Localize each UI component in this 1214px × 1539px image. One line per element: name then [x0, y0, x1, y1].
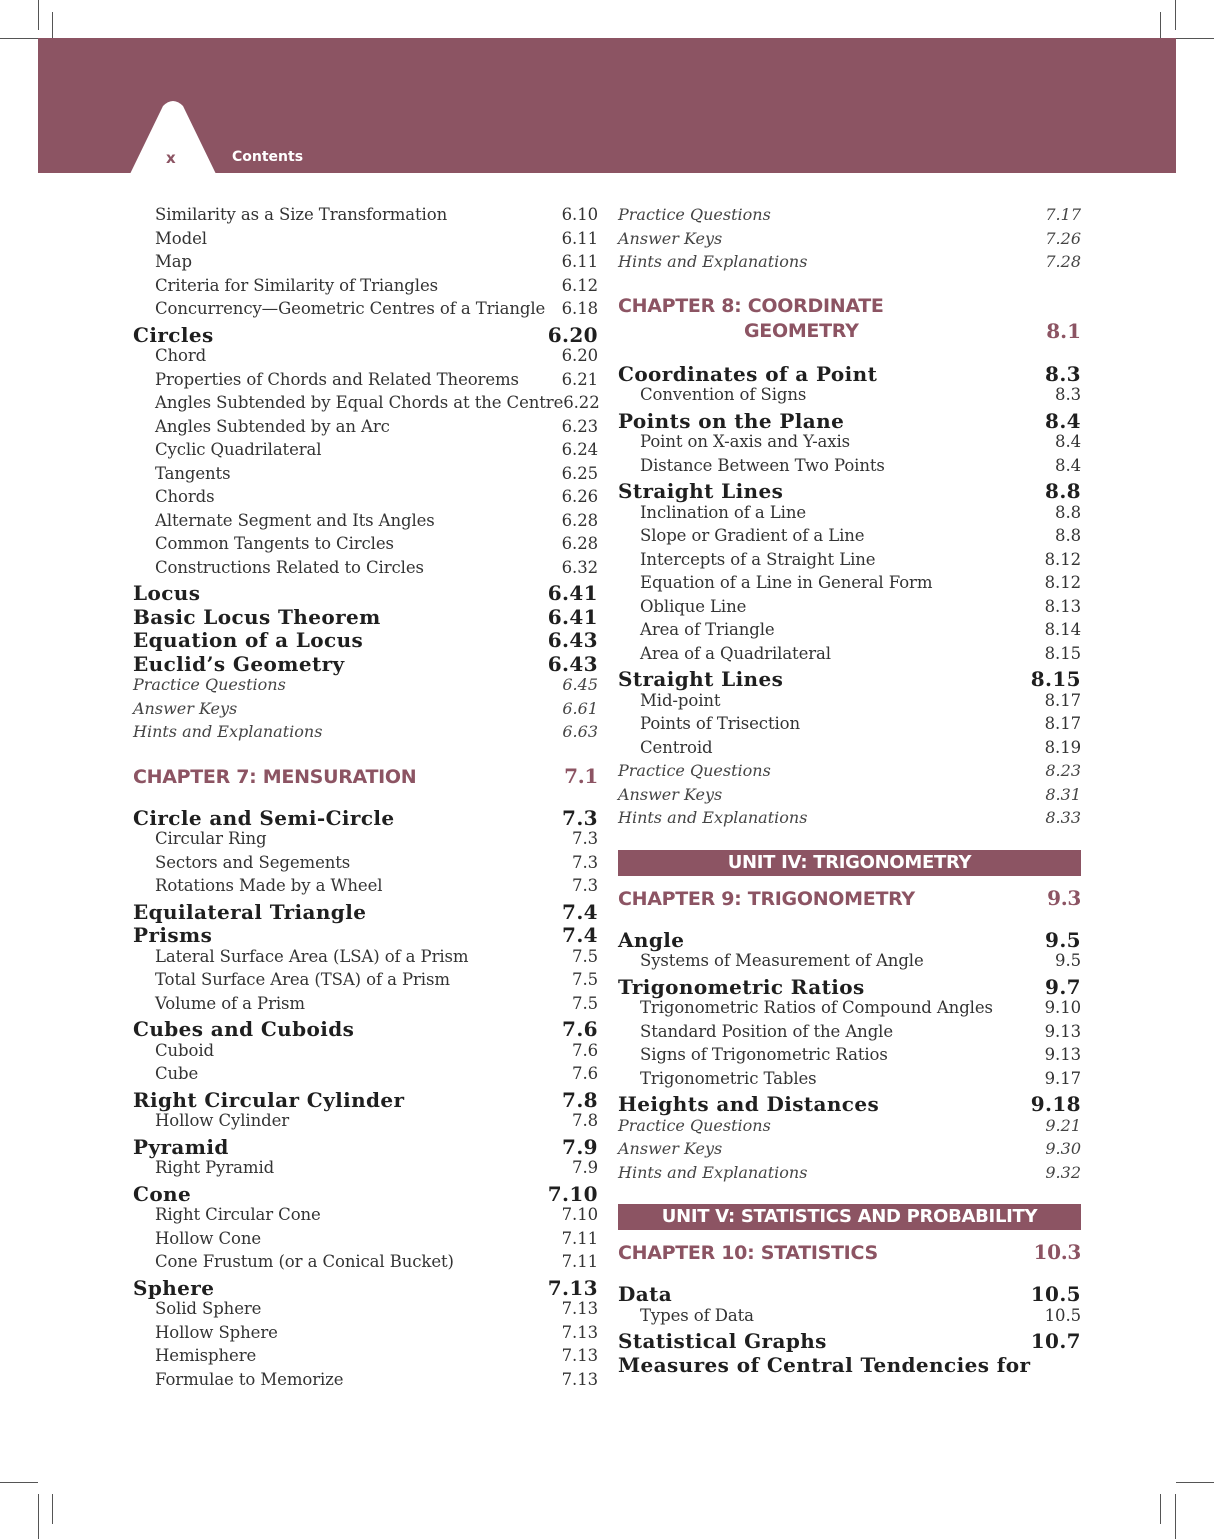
- toc-section[interactable]: [133, 652, 598, 676]
- toc-subsection[interactable]: [133, 464, 598, 488]
- toc-entry-title: Hollow Sphere: [155, 1322, 278, 1342]
- toc-entry-page: 8.4: [1055, 455, 1081, 475]
- toc-backmatter-entry[interactable]: [133, 722, 598, 746]
- toc-subsection[interactable]: [618, 620, 1081, 644]
- toc-entry-title: Answer Keys: [618, 1139, 723, 1158]
- toc-entry-page: 6.43: [547, 651, 598, 676]
- toc-entry-title: Formulae to Memorize: [155, 1369, 344, 1389]
- toc-subsection[interactable]: [133, 1158, 598, 1182]
- toc-entry-page: 9.30: [1045, 1139, 1081, 1158]
- toc-entry-title: Angle: [618, 927, 685, 952]
- toc-entry-page: 7.13: [561, 1346, 598, 1365]
- toc-entry-page: 8.15: [1044, 643, 1081, 663]
- toc-entry-page: 6.11: [561, 228, 598, 248]
- toc-entry-title: Slope or Gradient of a Line: [640, 526, 865, 545]
- toc-entry-title: Map: [155, 252, 192, 271]
- spacer: [618, 276, 1081, 294]
- toc-entry-title: Straight Lines: [618, 667, 784, 691]
- toc-section[interactable]: [618, 1092, 1081, 1116]
- toc-subsection[interactable]: [618, 714, 1081, 738]
- toc-entry-title: Similarity as a Size Transformation: [155, 205, 448, 224]
- toc-entry-page: 8.8: [1055, 526, 1081, 545]
- toc-entry-page: 7.6: [572, 1040, 598, 1060]
- toc-entry-page: 8.4: [1055, 432, 1081, 451]
- toc-subsection[interactable]: [618, 691, 1081, 715]
- toc-entry-page: 8.15: [1030, 667, 1081, 691]
- toc-entry-page: 8.13: [1044, 596, 1081, 616]
- toc-subsection[interactable]: [133, 417, 598, 441]
- toc-entry-title: Angles Subtended by an Arc: [155, 416, 390, 436]
- toc-entry-page: 7.17: [1045, 205, 1081, 224]
- toc-entry-title: Intercepts of a Straight Line: [640, 549, 876, 569]
- toc-entry-page: 8.12: [1044, 549, 1081, 569]
- crop-mark: [38, 0, 39, 30]
- toc-entry-title: Points on the Plane: [618, 408, 845, 433]
- toc-entry-title: Pyramid: [133, 1134, 229, 1159]
- toc-entry-title: Common Tangents to Circles: [155, 534, 394, 553]
- toc-entry-title: Answer Keys: [618, 784, 723, 804]
- toc-subsection[interactable]: [133, 1370, 598, 1394]
- crop-mark: [52, 1494, 53, 1524]
- toc-entry-page: 10.5: [1044, 1305, 1081, 1325]
- toc-entry-page: 7.13: [561, 1322, 598, 1342]
- toc-entry-page: 7.1: [564, 763, 598, 788]
- toc-entry-page: 9.21: [1045, 1115, 1081, 1135]
- toc-subsection[interactable]: [133, 1229, 598, 1253]
- toc-entry-title: Hints and Explanations: [618, 252, 808, 271]
- toc-entry-page: 6.32: [561, 557, 598, 577]
- toc-subsection[interactable]: [133, 994, 598, 1018]
- crop-mark: [1176, 38, 1214, 39]
- toc-subsection[interactable]: [133, 970, 598, 994]
- toc-subsection[interactable]: [618, 1022, 1081, 1046]
- toc-entry-title: Circles: [133, 322, 214, 347]
- toc-backmatter-entry[interactable]: [133, 675, 598, 699]
- toc-subsection[interactable]: [133, 299, 598, 323]
- toc-entry-title: Practice Questions: [618, 761, 771, 780]
- toc-entry-page: 9.17: [1044, 1068, 1081, 1088]
- toc-backmatter-entry[interactable]: [133, 699, 598, 723]
- toc-entry-page: 7.6: [562, 1017, 598, 1041]
- toc-entry-title: Trigonometric Tables: [640, 1068, 817, 1088]
- toc-subsection[interactable]: [618, 432, 1081, 456]
- toc-subsection[interactable]: [133, 1252, 598, 1276]
- toc-entry-title: Total Surface Area (TSA) of a Prism: [155, 970, 450, 989]
- crop-mark: [0, 1482, 38, 1483]
- toc-entry-title: Measures of Central Tendencies for: [618, 1352, 1031, 1377]
- toc-subsection[interactable]: [618, 573, 1081, 597]
- toc-entry-title: Right Pyramid: [155, 1158, 275, 1177]
- toc-entry-title: Hints and Explanations: [133, 722, 323, 741]
- toc-section[interactable]: [133, 581, 598, 605]
- toc-entry-page: 6.41: [547, 581, 598, 605]
- toc-entry-title: Area of a Quadrilateral: [640, 643, 831, 663]
- toc-entry-title: Sectors and Segements: [155, 852, 351, 872]
- toc-entry-page: 6.28: [561, 510, 598, 530]
- toc-entry-title: Data: [618, 1282, 673, 1306]
- toc-entry-title: Systems of Measurement of Angle: [640, 951, 924, 970]
- toc-entry-page: 8.33: [1045, 808, 1081, 827]
- toc-entry-page: 10.5: [1030, 1282, 1081, 1306]
- toc-section[interactable]: [133, 806, 598, 830]
- toc-subsection[interactable]: [133, 346, 598, 370]
- toc-entry-page: 6.20: [547, 322, 598, 347]
- toc-entry-page: 9.7: [1045, 974, 1081, 999]
- toc-entry-title: Locus: [133, 581, 201, 605]
- toc-subsection[interactable]: [133, 876, 598, 900]
- toc-entry-page: 6.12: [561, 275, 598, 295]
- toc-section[interactable]: [133, 1276, 598, 1300]
- toc-entry-title: Distance Between Two Points: [640, 455, 885, 475]
- toc-entry-page: 6.11: [561, 252, 598, 271]
- toc-entry-page: 7.3: [562, 805, 598, 830]
- toc-entry-title: Cuboid: [155, 1040, 214, 1060]
- toc-entry-title: CHAPTER 7: MENSURATION: [133, 765, 417, 788]
- toc-entry-title: Trigonometric Ratios: [618, 974, 865, 999]
- toc-entry-page: 6.22: [563, 393, 600, 412]
- toc-section[interactable]: [618, 667, 1081, 691]
- crop-mark: [1175, 1494, 1176, 1539]
- toc-backmatter-entry[interactable]: [618, 229, 1081, 253]
- spacer: [618, 1264, 1081, 1282]
- toc-section[interactable]: [133, 1088, 598, 1112]
- toc-entry-title: Volume of a Prism: [155, 993, 305, 1013]
- toc-entry-page: 7.5: [572, 993, 598, 1013]
- toc-entry-page: 7.3: [572, 829, 598, 848]
- toc-entry-page: 6.25: [561, 463, 598, 483]
- toc-entry-page: 8.17: [1044, 714, 1081, 733]
- toc-entry-page: 6.18: [561, 299, 598, 318]
- toc-entry-title: Lateral Surface Area (LSA) of a Prism: [155, 946, 469, 966]
- toc-subsection[interactable]: [133, 205, 598, 229]
- toc-subsection[interactable]: [133, 1205, 598, 1229]
- toc-subsection[interactable]: [618, 385, 1081, 409]
- toc-section[interactable]: [133, 628, 598, 652]
- chapter-heading[interactable]: [618, 1240, 1081, 1264]
- toc-entry-page: 7.28: [1045, 252, 1081, 271]
- toc-section[interactable]: [133, 923, 598, 947]
- toc-entry-title: Circle and Semi-Circle: [133, 805, 395, 830]
- toc-entry-title: Mid-point: [640, 690, 721, 710]
- toc-entry-title: Hollow Cylinder: [155, 1111, 290, 1130]
- toc-entry-title: Euclid’s Geometry: [133, 651, 345, 676]
- toc-backmatter-entry[interactable]: [618, 785, 1081, 809]
- toc-subsection[interactable]: [133, 1299, 598, 1323]
- toc-entry-title: Practice Questions: [133, 675, 286, 694]
- toc-entry-title: Statistical Graphs: [618, 1329, 827, 1353]
- toc-entry-page: 6.23: [561, 416, 598, 436]
- toc-entry-page: 6.61: [562, 698, 598, 718]
- toc-entry-title: Hollow Cone: [155, 1228, 262, 1248]
- toc-subsection[interactable]: [133, 1111, 598, 1135]
- toc-entry-title: Criteria for Similarity of Triangles: [155, 275, 438, 295]
- toc-entry-page: 8.8: [1055, 502, 1081, 522]
- toc-entry-page: 9.32: [1045, 1162, 1081, 1182]
- toc-subsection[interactable]: [133, 511, 598, 535]
- toc-entry-title: Inclination of a Line: [640, 502, 807, 522]
- toc-entry-page: 8.23: [1045, 761, 1081, 780]
- toc-entry-page: 6.10: [561, 205, 598, 224]
- toc-backmatter-entry[interactable]: [618, 205, 1081, 229]
- toc-subsection[interactable]: [618, 738, 1081, 762]
- toc-section[interactable]: [618, 1282, 1081, 1306]
- toc-entry-page: 7.5: [572, 946, 598, 966]
- toc-entry-title: Circular Ring: [155, 829, 267, 848]
- toc-entry-page: 6.24: [561, 440, 598, 459]
- toc-entry-title: Coordinates of a Point: [618, 361, 878, 386]
- chapter-title: [618, 294, 884, 344]
- toc-section[interactable]: [133, 1182, 598, 1206]
- toc-backmatter-entry[interactable]: [618, 761, 1081, 785]
- toc-subsection[interactable]: [133, 558, 598, 582]
- chapter-heading[interactable]: [618, 294, 1081, 344]
- toc-subsection[interactable]: [133, 1346, 598, 1370]
- toc-subsection[interactable]: [133, 440, 598, 464]
- toc-entry-title: Standard Position of the Angle: [640, 1021, 894, 1041]
- toc-entry-page: 8.3: [1055, 385, 1081, 404]
- toc-backmatter-entry[interactable]: [618, 1139, 1081, 1163]
- toc-subsection[interactable]: [133, 276, 598, 300]
- toc-entry-title: Chords: [155, 487, 215, 506]
- toc-entry-title: Hints and Explanations: [618, 1162, 808, 1182]
- toc-subsection[interactable]: [133, 487, 598, 511]
- toc-entry-page: 10.7: [1030, 1329, 1081, 1353]
- toc-entry-page: 7.4: [562, 923, 598, 947]
- crop-mark: [1160, 1494, 1161, 1524]
- toc-entry-page: 6.45: [562, 675, 598, 694]
- toc-entry-page: 6.26: [561, 487, 598, 506]
- chapter-title-line: CHAPTER 8: COORDINATE: [618, 294, 884, 317]
- toc-entry-page: 8.3: [1045, 361, 1081, 386]
- toc-backmatter-entry[interactable]: [618, 1116, 1081, 1140]
- toc-section[interactable]: [618, 479, 1081, 503]
- toc-entry-page: 9.5: [1045, 927, 1081, 952]
- toc-section[interactable]: [133, 900, 598, 924]
- toc-entry-page: 9.13: [1044, 1045, 1081, 1064]
- toc-subsection[interactable]: [618, 526, 1081, 550]
- toc-entry-title: Heights and Distances: [618, 1092, 880, 1116]
- toc-entry-page: 7.5: [572, 970, 598, 989]
- toc-entry-title: Oblique Line: [640, 596, 747, 616]
- chapter-heading[interactable]: [133, 764, 598, 788]
- toc-entry-title: Solid Sphere: [155, 1299, 262, 1318]
- toc-entry-page: 9.18: [1030, 1092, 1081, 1116]
- toc-column-left: [133, 205, 598, 1393]
- crop-mark: [0, 38, 38, 39]
- toc-entry-title: Area of Triangle: [640, 620, 775, 639]
- toc-entry-title: Rotations Made by a Wheel: [155, 876, 383, 895]
- toc-section[interactable]: [618, 409, 1081, 433]
- toc-entry-title: Point on X-axis and Y-axis: [640, 432, 851, 451]
- toc-entry-title: Cube: [155, 1064, 199, 1083]
- toc-entry-page: 7.4: [562, 899, 598, 924]
- toc-entry-title: Equilateral Triangle: [133, 899, 367, 924]
- toc-entry-page: 7.8: [572, 1111, 598, 1130]
- toc-entry-title: Tangents: [155, 463, 231, 483]
- toc-subsection[interactable]: [133, 534, 598, 558]
- toc-entry-title: Convention of Signs: [640, 385, 807, 404]
- toc-entry-page: 7.11: [561, 1228, 598, 1248]
- toc-entry-title: Equation of a Locus: [133, 628, 364, 652]
- toc-entry-page: 9.13: [1044, 1021, 1081, 1041]
- toc-section[interactable]: [618, 362, 1081, 386]
- chapter-heading[interactable]: [618, 886, 1081, 910]
- toc-entry-title: CHAPTER 9: TRIGONOMETRY: [618, 887, 915, 910]
- toc-section[interactable]: [618, 1329, 1081, 1353]
- toc-subsection[interactable]: [133, 252, 598, 276]
- toc-entry-title: Concurrency—Geometric Centres of a Triangle: [155, 299, 546, 318]
- toc-entry-page: 6.43: [547, 628, 598, 652]
- toc-subsection[interactable]: [618, 1045, 1081, 1069]
- toc-entry-page: 7.8: [562, 1087, 598, 1112]
- toc-subsection[interactable]: [133, 1041, 598, 1065]
- chapter-page: 8.1: [1046, 318, 1081, 343]
- toc-entry-page: 6.21: [561, 369, 598, 389]
- spacer: [618, 876, 1081, 886]
- toc-backmatter-entry[interactable]: [618, 252, 1081, 276]
- spacer: [618, 344, 1081, 362]
- toc-entry-page: 6.41: [547, 604, 598, 629]
- toc-subsection[interactable]: [133, 1064, 598, 1088]
- toc-subsection[interactable]: [618, 644, 1081, 668]
- toc-backmatter-entry[interactable]: [618, 1163, 1081, 1187]
- toc-entry-page: 6.20: [561, 346, 598, 365]
- spacer: [618, 1230, 1081, 1240]
- unit-heading: UNIT V: STATISTICS AND PROBABILITY: [618, 1204, 1081, 1230]
- toc-entry-title: Centroid: [640, 737, 713, 757]
- toc-entry-page: 7.6: [572, 1064, 598, 1083]
- toc-section[interactable]: [133, 1017, 598, 1041]
- crop-mark: [1176, 1482, 1214, 1483]
- toc-entry-title: CHAPTER 10: STATISTICS: [618, 1242, 878, 1264]
- running-head: Contents: [232, 149, 304, 165]
- toc-section[interactable]: [133, 605, 598, 629]
- toc-section[interactable]: [618, 1353, 1081, 1377]
- toc-entry-page: 7.26: [1045, 228, 1081, 248]
- toc-entry-title: Hints and Explanations: [618, 808, 808, 827]
- toc-entry-page: 10.3: [1033, 1240, 1081, 1264]
- toc-subsection[interactable]: [618, 951, 1081, 975]
- toc-entry-title: Types of Data: [640, 1305, 754, 1325]
- toc-subsection[interactable]: [618, 503, 1081, 527]
- toc-entry-title: Cyclic Quadrilateral: [155, 440, 322, 459]
- toc-section[interactable]: [618, 928, 1081, 952]
- toc-entry-page: 7.11: [561, 1252, 598, 1271]
- toc-entry-title: Properties of Chords and Related Theorems: [155, 369, 519, 389]
- toc-entry-title: Alternate Segment and Its Angles: [155, 510, 435, 530]
- toc-subsection[interactable]: [133, 393, 598, 417]
- toc-entry-title: Basic Locus Theorem: [133, 604, 381, 629]
- toc-subsection[interactable]: [133, 229, 598, 253]
- toc-entry-title: Sphere: [133, 1275, 215, 1300]
- toc-entry-page: 9.5: [1055, 951, 1081, 970]
- spacer: [133, 746, 598, 764]
- toc-entry-page: 7.10: [561, 1205, 598, 1224]
- toc-section[interactable]: [133, 323, 598, 347]
- toc-column-right: [618, 205, 1081, 1376]
- toc-entry-title: Equation of a Line in General Form: [640, 573, 933, 592]
- spacer: [133, 788, 598, 806]
- toc-entry-title: Hemisphere: [155, 1346, 257, 1365]
- toc-entry-title: Practice Questions: [618, 1115, 771, 1135]
- spacer: [618, 1186, 1081, 1204]
- toc-entry-title: Model: [155, 228, 207, 248]
- toc-entry-page: 7.9: [572, 1158, 598, 1177]
- crop-mark: [38, 1494, 39, 1539]
- toc-entry-page: 9.3: [1047, 885, 1081, 910]
- toc-entry-title: Constructions Related to Circles: [155, 557, 424, 577]
- toc-subsection[interactable]: [133, 1323, 598, 1347]
- toc-subsection[interactable]: [618, 597, 1081, 621]
- toc-entry-title: Points of Trisection: [640, 714, 801, 733]
- toc-entry-page: 8.4: [1045, 408, 1081, 433]
- crop-mark: [1175, 0, 1176, 30]
- toc-entry-title: Cubes and Cuboids: [133, 1017, 355, 1041]
- toc-entry-title: Straight Lines: [618, 479, 784, 503]
- toc-entry-page: 7.13: [561, 1299, 598, 1318]
- toc-entry-page: 7.3: [572, 852, 598, 872]
- toc-entry-title: Practice Questions: [618, 205, 771, 224]
- toc-entry-title: Chord: [155, 346, 207, 365]
- unit-heading: UNIT IV: TRIGONOMETRY: [618, 850, 1081, 876]
- toc-entry-title: Trigonometric Ratios of Compound Angles: [640, 998, 993, 1017]
- toc-subsection[interactable]: [133, 853, 598, 877]
- toc-subsection[interactable]: [133, 947, 598, 971]
- toc-entry-page: 8.8: [1045, 479, 1081, 503]
- toc-backmatter-entry[interactable]: [618, 808, 1081, 832]
- toc-entry-page: 8.31: [1045, 784, 1081, 804]
- toc-entry-page: 7.9: [562, 1134, 598, 1159]
- spacer: [618, 910, 1081, 928]
- toc-entry-title: Right Circular Cylinder: [133, 1087, 405, 1112]
- toc-entry-page: 8.12: [1044, 573, 1081, 592]
- toc-section[interactable]: [133, 1135, 598, 1159]
- toc-entry-page: 7.10: [547, 1181, 598, 1206]
- toc-subsection[interactable]: [618, 550, 1081, 574]
- toc-subsection[interactable]: [618, 456, 1081, 480]
- toc-entry-page: 6.28: [561, 534, 598, 553]
- toc-entry-title: Answer Keys: [133, 698, 238, 718]
- toc-section[interactable]: [618, 975, 1081, 999]
- toc-entry-page: 8.14: [1044, 620, 1081, 639]
- toc-subsection[interactable]: [133, 829, 598, 853]
- toc-entry-page: 7.13: [561, 1369, 598, 1389]
- toc-subsection[interactable]: [618, 998, 1081, 1022]
- toc-subsection[interactable]: [618, 1306, 1081, 1330]
- toc-entry-page: 9.10: [1044, 998, 1081, 1017]
- toc-entry-page: 7.13: [547, 1275, 598, 1300]
- toc-entry-page: 8.19: [1044, 737, 1081, 757]
- toc-entry-title: Angles Subtended by Equal Chords at the Centre: [155, 393, 564, 412]
- toc-entry-title: Signs of Trigonometric Ratios: [640, 1045, 888, 1064]
- page-number: x: [166, 149, 176, 167]
- toc-entry-page: 6.63: [562, 722, 598, 741]
- chapter-title-line: GEOMETRY: [744, 319, 859, 342]
- toc-entry-title: Cone Frustum (or a Conical Bucket): [155, 1252, 454, 1271]
- toc-entry-page: 8.17: [1044, 690, 1081, 710]
- toc-entry-title: Answer Keys: [618, 228, 723, 248]
- spacer: [618, 832, 1081, 850]
- toc-entry-title: Prisms: [133, 923, 213, 947]
- toc-entry-title: Cone: [133, 1181, 192, 1206]
- toc-entry-title: Right Circular Cone: [155, 1205, 321, 1224]
- toc-entry-page: 7.3: [572, 876, 598, 895]
- toc-subsection[interactable]: [618, 1069, 1081, 1093]
- toc-subsection[interactable]: [133, 370, 598, 394]
